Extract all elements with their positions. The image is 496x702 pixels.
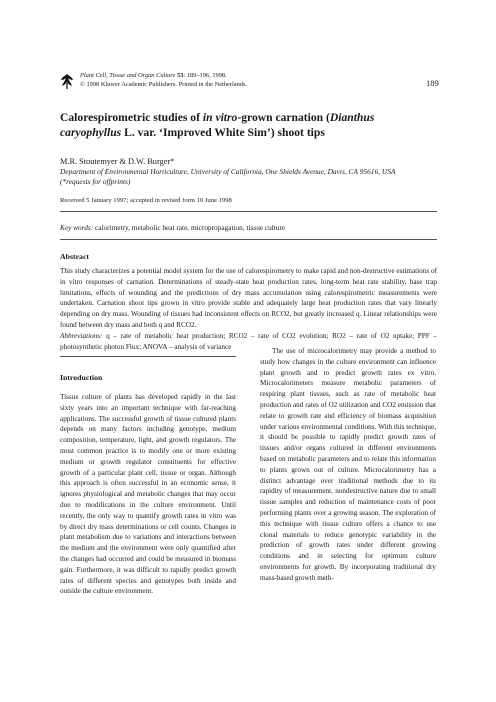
title-part: Dianthus [329,111,375,124]
introduction-left-column [60,392,236,597]
abstract-text: This study characterizes a potential model system for the use of calorespirometry to make rapid and non-destructive estimations of in vitro responses of carnation. Determinations of steady-state heat production rates, long-term heat rate stability, base trap limitations, effects of wounding and the predictions of dry mass accumulation using calorespirometric measurements were undertaken. Carnation shoot tips grown in vitro provide stable and adequately large heat production rates that vary linearly depending on dry mass. Wounding of tissues had inconsistent effects on RCO2, but greatly increased q. Linear relationships were found between dry mass and both q and RCO2. [60,267,437,329]
title-part: caryophyllus [60,126,122,139]
affiliation-address: Department of Environmental Horticulture, University of California, One Shields Avenue, Davis, CA 95616, USA [60,167,396,176]
paragraph: Tissue culture of plants has developed rapidly in the last sixty years into an important technique with far-reaching applications. The successful growth of tissue cultured plants depends on many factors including genotype, medium composition, temperature, light, and growth regulators. The most common practice is to modify one or more existing medium or growth regulator constituents for effective growth of a particular plant cell, tissue or organ. Although this approach is often successful in an economic sense, it ignores physiological and metabolic changes that may occur due to modifications in the culture environment. Until recently, the only way to quantify growth rates in vitro was by direct dry mass determinations or cell counts. Changes in plant metabolism due to variations and interactions between the medium and the environment were only quantified after the changes had occurred and could be measured in biomass gain. Furthermore, it was difficult to rapidly predict growth rates of different species and genotypes both inside and outside the culture environment. [60,393,236,596]
abstract-heading: Abstract [60,252,90,261]
page-number: 189 [426,78,439,88]
keywords-label: Key words: [60,223,94,232]
journal-name: Plant Cell, Tissue and Organ Culture [80,72,176,79]
publisher-logo-icon [60,73,74,89]
introduction-heading: Introduction [60,373,103,382]
title-part: in vitro [202,111,238,124]
affiliation [60,167,440,187]
paragraph: The use of microcalorimetry may provide a method to study how changes in the culture environment can influence plant growth and to predict growth rates ex vitro. Microcalorimeters measure metabolic parameters of respiring plant tissues, such as rate of metabolic heat production and rates of O2 utilization and CO2 emission that relate to growth rate and efficiency of biomass acquisition under various environmental conditions. With this technique, it should be possible to rapidly predict growth rates of tissues and/or organs cultured in different environments based on metabolic parameters and to relate this information to plants grown out of culture. Microcalorimetry has a distinct advantage over traditional methods due to its rapidity of measurement, nondestructive nature due to small tissue samples and reduction of maintenance costs of poor performing plants over a growing season. The exploration of this technique with tissue culture offers a chance to use clonal materials to reduce genotypic variability in the prediction of growth rates under different growing conditions and in selecting for optimum culture environments for growth. By incorporating traditional dry mass-based growth meth- [260,347,436,582]
abbreviations-text: q – rate of metabolic heat production; RCO2 – rate of CO2 evolution; RO2 – rate of O2 uptake; PPF – photosynthetic photon Flux; ANOVA – analysis of variance [60,332,437,351]
journal-volume: 53 [177,72,184,79]
authors: M.R. Stoutemyer & D.W. Burger* [60,157,175,166]
title-part: -grown carnation ( [237,111,330,124]
keywords [60,223,437,232]
title-part: L. var. ‘Improved White Sim’) shoot tips [121,126,325,139]
keywords-text: calorimetry, metabolic heat rate, micropropagation, tissue culture [93,223,286,232]
divider [60,211,437,212]
journal-citation [80,71,247,89]
title-part: Calorespirometric studies of [60,111,203,124]
divider [60,239,437,240]
divider [60,356,236,357]
reprint-note: (*requests for offprints) [60,177,131,186]
introduction-right-column [260,346,436,584]
article-title [60,110,440,140]
journal-pages: : 189–196, 1998. [183,72,227,79]
copyright-line: © 1998 Kluwer Academic Publishers. Printed in the Netherlands. [80,81,248,88]
abbreviations-label: Abbreviations: [60,332,103,340]
received-dates: Received 5 January 1997; accepted in revised form 10 June 1998 [60,197,232,204]
